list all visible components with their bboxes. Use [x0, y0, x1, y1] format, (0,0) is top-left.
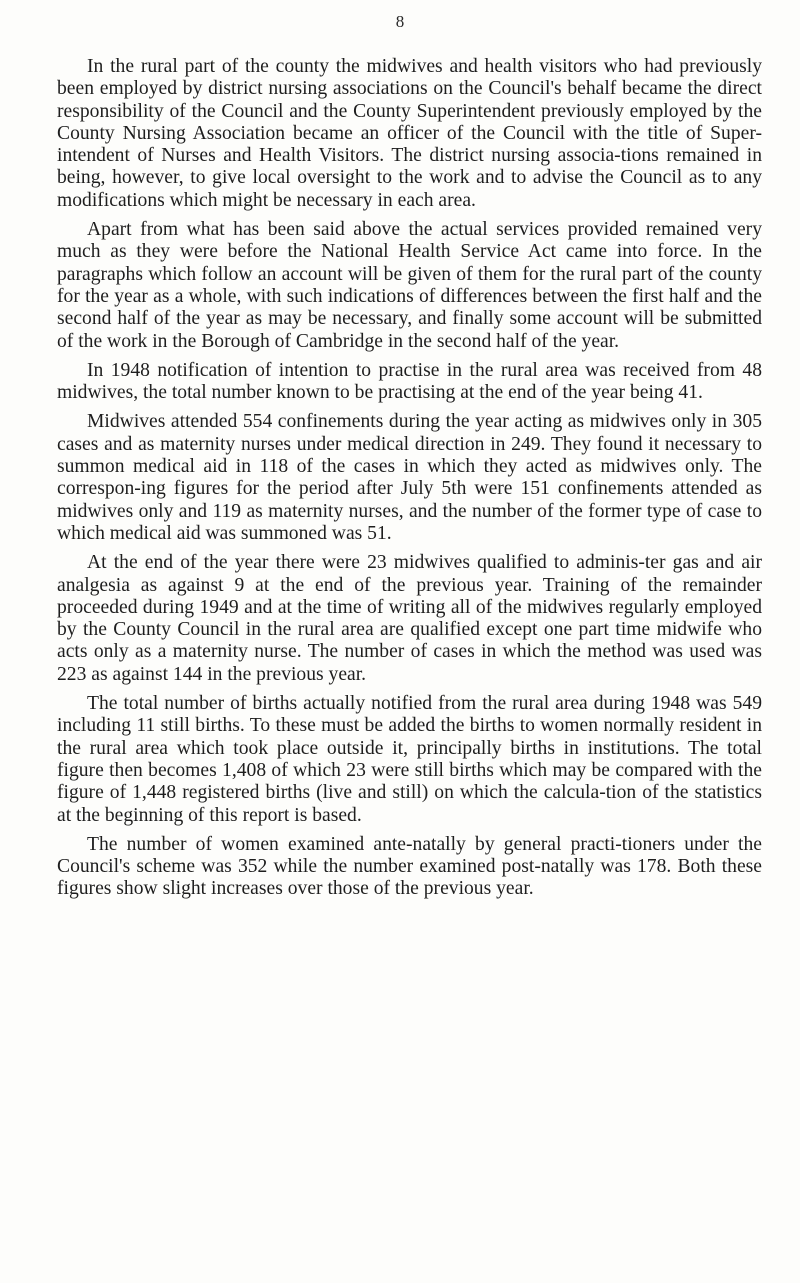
page-number: 8	[395, 12, 405, 31]
paragraph-births-notified: The total number of births actually notified from the rural area during 1948 was 549 including 11 still births. To these must be added the births to women normally resident in the rural area which took place outside it, principally births in institutions. The total figure then becomes 1,408 of which 23 were still births which may be compared with the figure of 1,448 registered births (live and still) on which the calcula-tion of the statistics at the beginning of this report is based.	[57, 693, 762, 826]
body-text	[57, 56, 762, 908]
paragraph-confinements-attended: Midwives attended 554 confinements during the year acting as midwives only in 305 cases and as maternity nurses under medical direction in 249. They found it necessary to summon medical aid in 118 of the cases in which they acted as midwives only. The correspon-ing figures for the period after July 5th were 151 confinements attended as midwives only and 119 as maternity nurses, and the number of the former type of case to which medical aid was summoned was 51.	[57, 411, 762, 544]
paragraph-services-provided: Apart from what has been said above the actual services provided remained very much as they were before the National Health Service Act came into force. In the paragraphs which follow an account will be given of them for the rural part of the county for the year as a whole, with such indications of differences between the first half and the second half of the year as may be necessary, and finally some account will be submitted of the work in the Borough of Cambridge in the second half of the year.	[57, 219, 762, 352]
paragraph-notification-of-intention: In 1948 notification of intention to practise in the rural area was received from 48 midwives, the total number known to be practising at the end of the year being 41.	[57, 359, 762, 404]
paragraph-ante-natal-examinations: The number of women examined ante-natally by general practi-tioners under the Council's scheme was 352 while the number examined post-natally was 178. Both these figures show slight increases over those of the previous year.	[57, 833, 762, 900]
paragraph-nursing-associations: In the rural part of the county the midwives and health visitors who had previously been employed by district nursing associations on the Council's behalf became the direct responsibility of the Council and the County Superintendent previously employed by the County Nursing Association became an officer of the Council with the title of Super-intendent of Nurses and Health Visitors. The district nursing associa-tions remained in being, however, to give local oversight to the work and to advise the Council as to any modifications which might be necessary in each area.	[57, 56, 762, 211]
paragraph-gas-and-air-analgesia: At the end of the year there were 23 midwives qualified to adminis-ter gas and air analgesia as against 9 at the end of the previous year. Training of the remainder proceeded during 1949 and at the time of writing all of the midwives regularly employed by the County Council in the rural area are qualified except one part time midwife who acts only as a maternity nurse. The number of cases in which the method was used was 223 as against 144 in the previous year.	[57, 552, 762, 685]
